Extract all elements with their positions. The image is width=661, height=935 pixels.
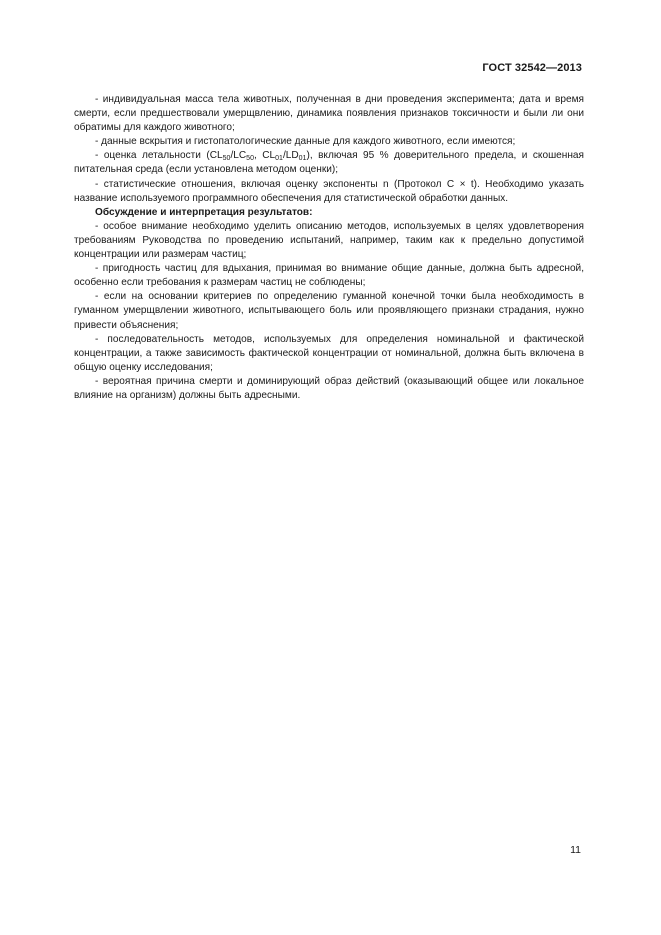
paragraph-text: - последовательность методов, используемых для определения номинальной и фактической концентрации, а также зависимость фактической концентрации от номинальной, должна быть включена в общую оценку исследования; [74, 333, 584, 373]
paragraph-methods-description [74, 220, 584, 262]
subscript: 50 [246, 155, 254, 163]
document-code-header: ГОСТ 32542—2013 [482, 62, 582, 74]
paragraph-text: - вероятная причина смерти и доминирующий образ действий (оказывающий общее или локальное влияние на организм) должны быть адресными. [74, 375, 584, 401]
paragraph-text: /LC [230, 150, 247, 162]
paragraph-text: /LD [282, 150, 299, 162]
paragraph-text: - индивидуальная масса тела животных, полученная в дни проведения эксперимента; дата и время смерти, если предшествовали умерщвлению, динамика появления признаков токсичности и были ли они обратимы для каждого животного; [74, 94, 584, 134]
paragraph-text: - особое внимание необходимо уделить описанию методов, используемых в целях удовлетворения требованиям Руководства по проведению испытаний, например, таким как к предельно допустимой концентрации или размерам частиц; [74, 220, 584, 261]
paragraph-text: ), включая 95 % доверительного предела, и скошенная питательная среда (если установлена методом оценки); [74, 150, 585, 176]
paragraph-cause-of-death [74, 375, 584, 403]
page-number: 11 [570, 844, 581, 856]
paragraph-text: - оценка летальности (CL [95, 150, 223, 162]
paragraph-humane-endpoint [74, 290, 584, 332]
paragraph-text: - пригодность частиц для вдыхания, принимая во внимание общие данные, должна быть адресной, особенно если требования к размерам частиц не соблюдены; [74, 263, 584, 289]
document-body [74, 93, 584, 403]
paragraph-necropsy-data [74, 135, 584, 149]
paragraph-text: - если на основании критериев по определению гуманной конечной точки была необходимость в гуманном умерщвлении животного, испытывающего боль или проявляющего признаки страдания, нужно привести объяснения; [74, 291, 584, 331]
paragraph-text: , CL [253, 150, 276, 162]
subscript: 50 [222, 155, 231, 163]
subscript: 01 [275, 155, 283, 163]
paragraph-concentration-methods [74, 333, 584, 375]
section-heading-discussion [74, 206, 584, 220]
paragraph-lethality-estimate [74, 149, 584, 177]
subscript: 01 [298, 155, 307, 163]
paragraph-text: - данные вскрытия и гистопатологические данные для каждого животного, если имеются; [95, 136, 516, 148]
heading-text: Обсуждение и интерпретация результатов: [95, 206, 313, 218]
paragraph-statistical-relations [74, 178, 584, 206]
paragraph-text: - статистические отношения, включая оценку экспоненты n (Протокол C × t). Необходимо указать название используемого программного обеспечения для статистической обработки данных. [74, 178, 584, 204]
paragraph-particle-respirability [74, 262, 584, 290]
paragraph-body-weight [74, 93, 584, 135]
